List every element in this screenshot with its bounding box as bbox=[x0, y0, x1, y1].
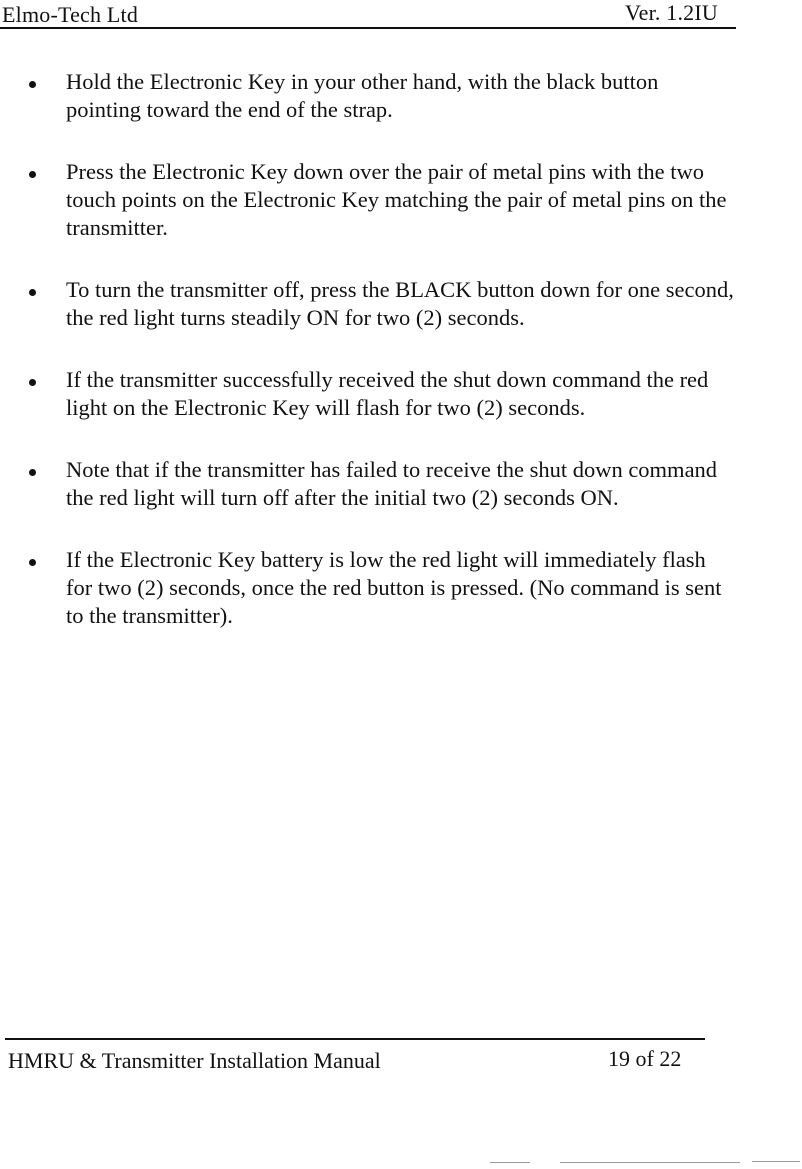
list-item bbox=[0, 546, 736, 630]
bullet-icon bbox=[29, 469, 36, 476]
version-label: Ver. 1.2IU bbox=[624, 0, 718, 25]
header-divider bbox=[0, 27, 736, 29]
bullet-icon bbox=[29, 289, 36, 296]
instruction-text: Hold the Electronic Key in your other hand, with the black button pointing toward the end of the strap. bbox=[66, 69, 659, 122]
bullet-icon bbox=[29, 171, 36, 178]
bullet-icon bbox=[29, 559, 36, 566]
instruction-list bbox=[0, 68, 760, 664]
manual-title: HMRU & Transmitter Installation Manual bbox=[8, 1048, 381, 1073]
scan-artifact bbox=[0, 1158, 802, 1166]
list-item bbox=[0, 456, 736, 512]
instruction-text: If the transmitter successfully received the shut down command the red light on the Electronic Key will flash for two (2) seconds. bbox=[66, 367, 709, 420]
instruction-text: To turn the transmitter off, press the BLACK button down for one second, the red light turns steadily ON for two (2) seconds. bbox=[66, 277, 734, 330]
instruction-text: Press the Electronic Key down over the pair of metal pins with the two touch points on the Electronic Key matching the pair of metal pins on the transmitter. bbox=[66, 159, 727, 240]
footer-divider bbox=[5, 1038, 705, 1040]
instruction-text: Note that if the transmitter has failed to receive the shut down command the red light will turn off after the initial two (2) seconds ON. bbox=[66, 457, 718, 510]
page-header bbox=[0, 0, 736, 30]
list-item bbox=[0, 366, 736, 422]
page-number: 19 of 22 bbox=[608, 1046, 682, 1071]
company-name: Elmo-Tech Ltd bbox=[2, 2, 139, 27]
list-item bbox=[0, 276, 736, 332]
list-item bbox=[0, 158, 736, 242]
list-item bbox=[0, 68, 736, 124]
bullet-icon bbox=[29, 379, 36, 386]
instruction-text: If the Electronic Key battery is low the red light will immediately flash for two (2) seconds, once the red button is pressed. (No command is sent to the transmitter). bbox=[66, 547, 722, 628]
bullet-icon bbox=[29, 81, 36, 88]
